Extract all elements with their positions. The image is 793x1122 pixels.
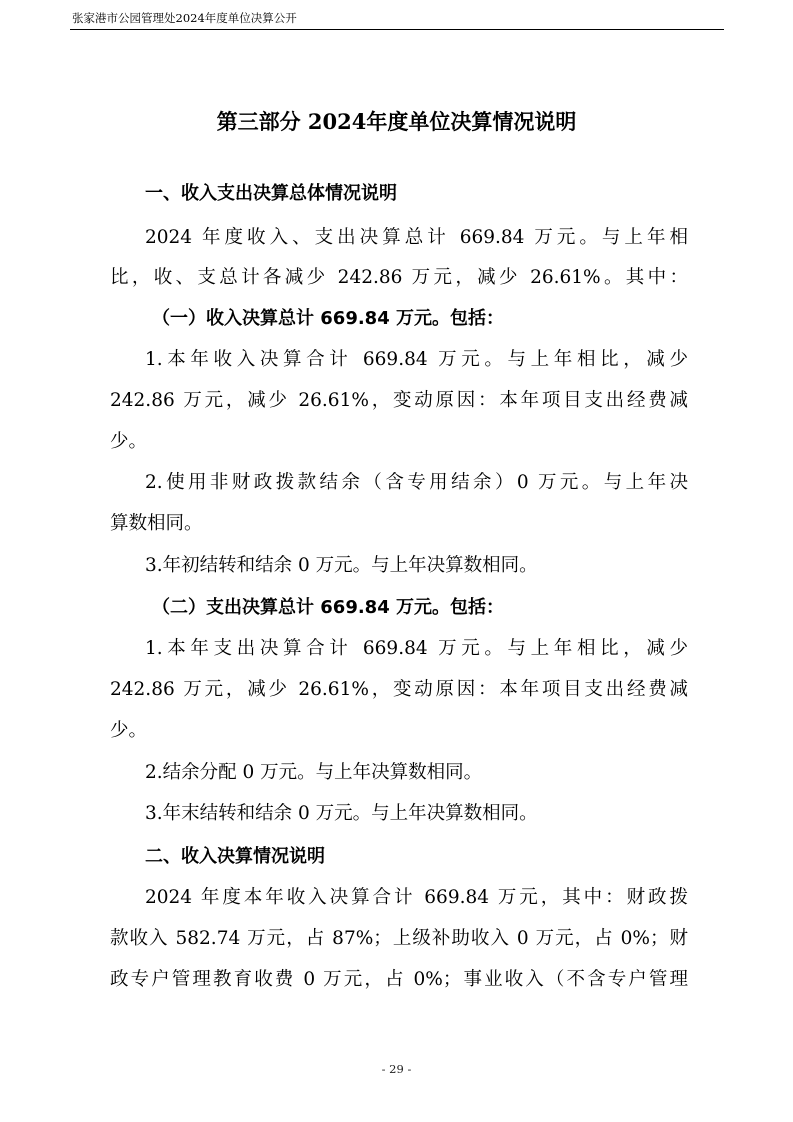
sub1-item2-line2: 算数相同。 xyxy=(110,513,203,534)
sub1-item1-line3: 少。 xyxy=(110,431,148,452)
sub1-item1-line1: 1.本年收入决算合计 669.84 万元。与上年相比，减少 xyxy=(145,349,688,370)
header-divider xyxy=(70,29,724,30)
section2-heading: 二、收入决算情况说明 xyxy=(145,846,325,867)
section1-heading: 一、收入支出决算总体情况说明 xyxy=(145,183,397,204)
sub2-item3: 3.年末结转和结余 0 万元。与上年决算数相同。 xyxy=(145,803,538,824)
sub1-item3: 3.年初结转和结余 0 万元。与上年决算数相同。 xyxy=(145,555,538,576)
section1-paragraph-line1: 2024 年度收入、支出决算总计 669.84 万元。与上年相 xyxy=(145,227,688,248)
sub2-item1-line3: 少。 xyxy=(110,720,148,741)
sub1-item1-line2: 242.86 万元，减少 26.61%，变动原因：本年项目支出经费减 xyxy=(110,390,688,411)
page-header: 张家港市公园管理处2024年度单位决算公开 xyxy=(72,11,297,25)
page-title: 第三部分 2024年度单位决算情况说明 xyxy=(216,109,577,134)
page-number: - 29 - xyxy=(381,1062,412,1076)
sub1-heading: （一）收入决算总计 669.84 万元。包括： xyxy=(152,308,504,329)
sub2-item1-line2: 242.86 万元，减少 26.61%，变动原因：本年项目支出经费减 xyxy=(110,679,688,700)
sub2-item2: 2.结余分配 0 万元。与上年决算数相同。 xyxy=(145,762,483,783)
section2-paragraph-line2: 款收入 582.74 万元，占 87%；上级补助收入 0 万元，占 0%；财 xyxy=(110,928,688,949)
section2-paragraph-line1: 2024 年度本年收入决算合计 669.84 万元，其中：财政拨 xyxy=(145,887,688,908)
section1-paragraph-line2: 比，收、支总计各减少 242.86 万元，减少 26.61%。其中： xyxy=(110,267,688,288)
sub2-heading: （二）支出决算总计 669.84 万元。包括： xyxy=(152,597,504,618)
section2-paragraph-line3: 政专户管理教育收费 0 万元，占 0%；事业收入（不含专户管理 xyxy=(110,969,688,990)
sub1-item2-line1: 2.使用非财政拨款结余（含专用结余）0 万元。与上年决 xyxy=(145,472,688,493)
sub2-item1-line1: 1.本年支出决算合计 669.84 万元。与上年相比，减少 xyxy=(145,638,688,659)
